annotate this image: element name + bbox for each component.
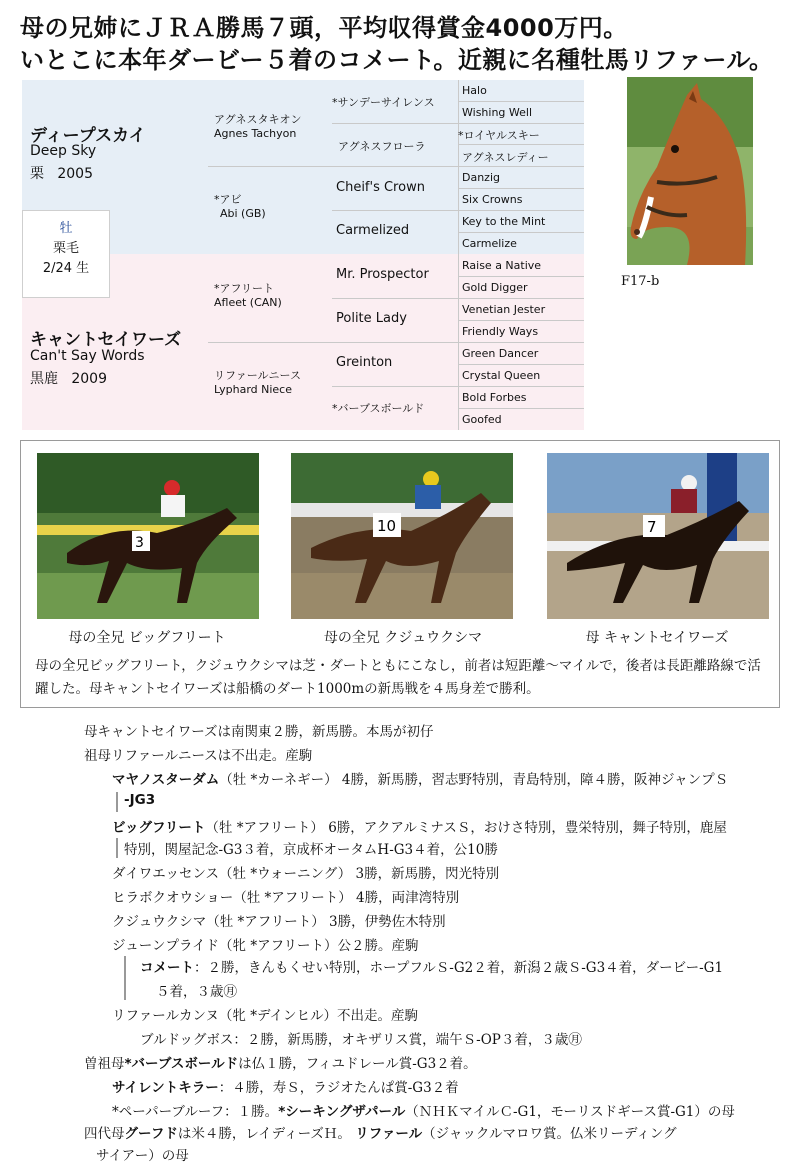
- gen1-item: リファールニース Lyphard Niece: [214, 369, 302, 396]
- family-line: 祖母リファールニースは不出走。産駒: [84, 748, 313, 764]
- dam-name-jp: キャントセイワーズ: [30, 330, 182, 350]
- family-line: マヤノスターダム（牡 *カーネギー） 4勝，新馬勝，習志野特別，青島特別，障４勝，阪神ジャンプＳ: [112, 772, 729, 788]
- gen3-item: Carmelize: [462, 237, 517, 250]
- gen3-item: Crystal Queen: [462, 369, 541, 382]
- sire-info: [30, 163, 93, 183]
- race-photo: [37, 453, 259, 619]
- pedigree-table: [22, 80, 584, 430]
- sire-year: 2005: [57, 166, 93, 182]
- gen2-item: Carmelized: [336, 223, 410, 238]
- sire-name-jp: ディープスカイ: [30, 126, 146, 146]
- headline-line-1: 母の兄姉にＪＲＡ勝馬７頭，平均収得賞金4000万円。: [20, 14, 628, 42]
- saddle-number: 7: [647, 518, 657, 536]
- family-line: ジューンプライド（牝 *アフリート）公２勝。産駒: [112, 938, 419, 954]
- gen3-item: *ロイヤルスキー: [458, 129, 540, 142]
- race-photo-caption: 母の全兄 クジュウクシマ: [323, 630, 483, 646]
- family-line: コメート：２勝，きんもくせい特別，ホープフルＳ-G2２着，新潟２歳Ｓ-G3４着，ダービー-G1: [140, 960, 724, 976]
- headline-line-2: いとこに本年ダービー５着のコメート。近親に名種牡馬リファール。: [20, 46, 774, 74]
- saddle-number: 10: [377, 517, 397, 535]
- gen3-item: アグネスレディー: [462, 151, 549, 164]
- gen3-item: Danzig: [462, 171, 500, 184]
- race-photo-caption: 母 キャントセイワーズ: [585, 630, 729, 646]
- gen2-item: *バーブスボールド: [332, 402, 425, 415]
- sire-color: 栗: [30, 166, 44, 182]
- gen3-item: Friendly Ways: [462, 325, 539, 338]
- race-photo: [291, 453, 513, 619]
- gen1-item: アグネスタキオン Agnes Tachyon: [214, 113, 302, 140]
- gen3-item: Venetian Jester: [462, 303, 546, 316]
- gen3-item: Bold Forbes: [462, 391, 527, 404]
- family-line: ヒラボクオウショー（牡 *アフリート） 4勝，両津湾特別: [112, 890, 460, 906]
- gen3-item: Gold Digger: [462, 281, 528, 294]
- family-line: ５着，３歳㊊: [156, 984, 237, 1000]
- race-photo: [547, 453, 769, 619]
- family-line: 四代母グーフドは米４勝，レイディーズＨ。 リファール（ジャックルマロワ賞。仏米リーディング: [84, 1126, 677, 1142]
- gen2-item: Greinton: [336, 355, 393, 370]
- saddle-number: 3: [135, 535, 144, 551]
- gen3-item: Raise a Native: [462, 259, 542, 272]
- foal-photo: [627, 77, 753, 265]
- dam-info: [30, 368, 107, 388]
- gen3-item: Wishing Well: [462, 106, 533, 119]
- foal-sex: 牡: [59, 221, 73, 236]
- family-line: サイレントキラー：４勝，寿Ｓ，ラジオたんぱ賞-G3２着: [112, 1080, 459, 1096]
- dam-year: 2009: [71, 371, 107, 387]
- gen3-item: Goofed: [462, 413, 502, 426]
- family-line: *ペーパーブルーフ：１勝。*シーキングザパール（ＮＨＫマイルＣ-G1，モーリスドギース賞-G1）の母: [112, 1104, 735, 1120]
- foal-color: 栗毛: [52, 241, 79, 256]
- gen3-item: Green Dancer: [462, 347, 539, 360]
- gen2-item: *サンデーサイレンス: [332, 96, 435, 109]
- family-line: 特別，関屋記念-G3３着，京成杯オータムH-G3４着，公10勝: [124, 842, 498, 858]
- family-line: ダイワエッセンス（牡 *ウォーニング） 3勝，新馬勝，閃光特別: [112, 866, 500, 882]
- family-line: ブルドッグボス：２勝，新馬勝，オキザリス賞，端午Ｓ-OP３着，３歳㊊: [140, 1032, 582, 1048]
- foal-photo-caption: F17-b: [621, 274, 660, 289]
- sire-name-en: Deep Sky: [30, 143, 97, 159]
- foal-info-box: [22, 210, 110, 298]
- gen2-item: アグネスフローラ: [338, 140, 426, 153]
- race-photo-caption: 母の全兄 ビッグフリート: [68, 630, 226, 646]
- gen1-item: *アフリート Afleet (CAN): [214, 282, 282, 309]
- gen2-item: Polite Lady: [336, 311, 407, 326]
- gen3-item: Key to the Mint: [462, 215, 546, 228]
- family-line: ビッグフリート（牡 *アフリート） 6勝，アクアルミナスＳ，おけさ特別，豊栄特別，舞子特別，鹿屋: [112, 820, 727, 836]
- dam-color: 黒鹿: [30, 371, 58, 387]
- relatives-photo-box: [20, 440, 780, 708]
- photo-note: 母の全兄ビッグフリート，クジュウクシマは芝・ダートともにこなし，前者は短距離〜マイルで，後者は長距離路線で活躍した。母キャントセイワーズは船橋のダート1000mの新馬戦を４馬身差で勝利。: [35, 658, 761, 697]
- gen3-item: Halo: [462, 84, 487, 97]
- foal-birth: 2/24 生: [42, 261, 90, 276]
- dam-name-en: Can't Say Words: [30, 348, 145, 364]
- gen2-item: Cheif's Crown: [336, 180, 425, 195]
- family-line: クジュウクシマ（牡 *アフリート） 3勝，伊勢佐木特別: [112, 914, 446, 930]
- gen2-item: Mr. Prospector: [336, 267, 429, 282]
- family-line: -JG3: [124, 792, 156, 808]
- family-line: サイアー）の母: [96, 1148, 189, 1164]
- gen3-item: Six Crowns: [462, 193, 523, 206]
- gen1-item: *アビ Abi (GB): [214, 193, 266, 220]
- family-line: 母キャントセイワーズは南関東２勝，新馬勝。本馬が初仔: [84, 724, 434, 740]
- family-line: リファールカンヌ（牝 *デインヒル）不出走。産駒: [112, 1008, 419, 1024]
- family-line: 曽祖母*バーブスボールドは仏１勝，フィユドレール賞-G3２着。: [84, 1056, 477, 1072]
